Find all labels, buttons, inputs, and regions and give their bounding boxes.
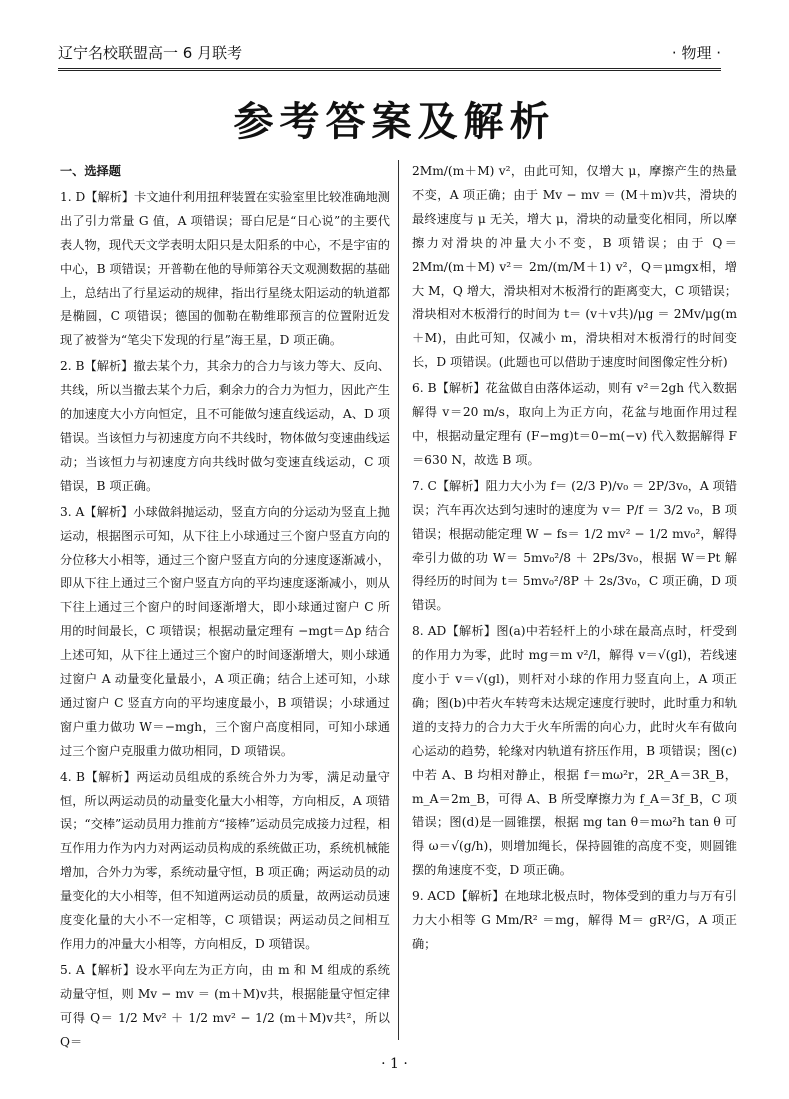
answer-5-start: 5. A【解析】设水平向左为正方向，由 m 和 M 组成的系统动量守恒，则 Mv − mv ＝ (m＋M)v共，根据能量守恒定律可得 Q＝ 1/2 Mv² ＋ 1/2 mv² − 1/2 (m＋M)v共²，所以 Q＝ <box>60 962 390 1049</box>
answer-9-start: 9. ACD【解析】在地球北极点时，物体受到的重力与万有引力大小相等 G Mm/R² ＝mg，解得 M＝ gR²/G，A 项正确； <box>412 889 737 951</box>
answer-7: 7. C【解析】阻力大小为 f＝ (2/3 P)/v₀ ＝ 2P/3v₀，A 项错误；汽车再次达到匀速时的速度为 v＝ P/f ＝ 3/2 v₀，B 项错误；根据动能定理 W − fs＝ 1/2 mv² − 1/2 mv₀²，解得牵引力做的功 W＝ 5mv₀²/8 ＋ 2Ps/3v₀，根据 W＝Pt 解得经历的时间为 t＝ 5mv₀²/8P ＋ 2s/3v₀，C 项正确，D 项错误。 <box>412 478 737 613</box>
answer-4: 4. B【解析】两运动员组成的系统合外力为零，满足动量守恒，所以两运动员的动量变化量大小相等，方向相反，A 项错误；“交棒”运动员用力推前方“接棒”运动员完成接力过程，相互作用力作为内力对两运动员构成的系统做正功，系统机械能增加，合外力为零，系统动量守恒，B 项正确；两运动员的动量变化的大小相等，但不知道两运动员的质量，故两运动员速度变化量的大小不一定相等，C 项错误；两运动员之间相互作用力的冲量大小相等，方向相反，D 项错误。 <box>60 769 390 951</box>
answer-1: 1. D【解析】卡文迪什利用扭秤装置在实验室里比较准确地测出了引力常量 G 值，A 项错误；哥白尼是“日心说”的主要代表人物，现代天文学表明太阳只是太阳系的中心，不是宇宙的中心，B 项错误；开普勒在他的导师第谷天文观测数据的基础上，总结出了行星运动的规律，指出行星绕太阳运动的轨道都是椭圆，C 项错误；德国的伽勒在勒维耶预言的位置附近发现了被誉为“笔尖下发现的行星”海王星，D 项正确。 <box>60 189 390 348</box>
page-title: 参考答案及解析 <box>233 99 556 145</box>
section-heading: 一、选择题 <box>60 164 121 178</box>
subject-label: · 物理 · <box>671 44 721 62</box>
answer-2: 2. B【解析】撤去某个力，其余力的合力与该力等大、反向、共线，所以当撤去某个力后，剩余力的合力为恒力，因此产生的加速度大小方向恒定，且不可能做匀速直线运动，A、D 项错误。当该恒力与初速度方向不共线时，物体做匀变速曲线运动；当该恒力与初速度方向共线时做匀变速直线运动，C 项错误，B 项正确。 <box>60 359 390 493</box>
page-number: · 1 · <box>381 1056 408 1072</box>
right-column <box>412 160 737 959</box>
answer-8: 8. AD【解析】图(a)中若轻杆上的小球在最高点时，杆受到的作用力为零，此时 mg＝m v²/l，解得 v＝√(gl)，若线速度小于 v＝√(gl)，则杆对小球的作用力竖直向上，A 项正确；图(b)中若火车转弯未达规定速度行驶时，此时重力和轨道的支持力的合力大于火车所需的向心力，此时火车有做向心运动的趋势，轮缘对内轨道有挤压作用，B 项错误；图(c)中若 A、B 均相对静止，根据 f＝mω²r，2R_A＝3R_B，m_A＝2m_B，可得 A、B 所受摩擦力为 f_A＝3f_B，C 项错误；图(d)是一圆锥摆，根据 mg tan θ＝mω²h tan θ 可得 ω＝√(g/h)，则增加绳长，保持圆锥的高度不变，则圆锥摆的角速度不变，D 项正确。 <box>412 624 737 878</box>
page-header <box>58 38 721 71</box>
exam-name: 辽宁名校联盟高一 6 月联考 <box>58 44 243 62</box>
column-divider <box>398 160 399 1040</box>
answer-6: 6. B【解析】花盆做自由落体运动，则有 v²＝2gh 代入数据解得 v＝20 m/s，取向上为正方向，花盆与地面作用过程中，根据动量定理有 (F−mg)t＝0−m(−v) 代入数据解得 F＝630 N，故选 B 项。 <box>412 381 737 467</box>
left-column <box>60 160 390 1057</box>
answer-3: 3. A【解析】小球做斜抛运动，竖直方向的分运动为竖直上抛运动，根据图示可知，从下往上小球通过三个窗户竖直方向的分位移大小相等，通过三个窗户竖直方向的分速度逐渐减小，即从下往上通过三个窗户竖直方向的平均速度逐渐减小，则从下往上通过三个窗户的时间逐渐增大，即小球通过窗户 C 所用的时间最长，C 项错误；根据动量定理有 −mgt＝Δp 结合上述可知，从下往上通过三个窗户的时间逐渐增大，则小球通过窗户 A 动量变化量最小，A 项正确；结合上述可知，小球通过窗户 C 竖直方向的平均速度最小，B 项错误；小球通过窗户重力做功 W＝−mgh，三个窗户高度相同，可知小球通过三个窗户克服重力做功相同，D 项错误。 <box>60 504 390 758</box>
answer-5-cont: 2Mm/(m＋M) v²，由此可知，仅增大 μ，摩擦产生的热量不变，A 项正确；由于 Mv − mv ＝ (M＋m)v共，滑块的最终速度与 μ 无关，增大 μ，滑块的动量变化相同，所以摩擦力对滑块的冲量大小不变，B 项错误；由于 Q＝ 2Mm/(m＋M) v²＝ 2m/(m/M＋1) v²，Q＝μmgx相，增大 M，Q 增大，滑块相对木板滑行的距离变大，C 项错误；滑块相对木板滑行的时间为 t＝ (v＋v共)/μg ＝ 2Mv/μg(m＋M)，由此可知，仅减小 m，滑块相对木板滑行的时间变长，D 项错误。(此题也可以借助于速度时间图像定性分析) <box>412 164 737 370</box>
